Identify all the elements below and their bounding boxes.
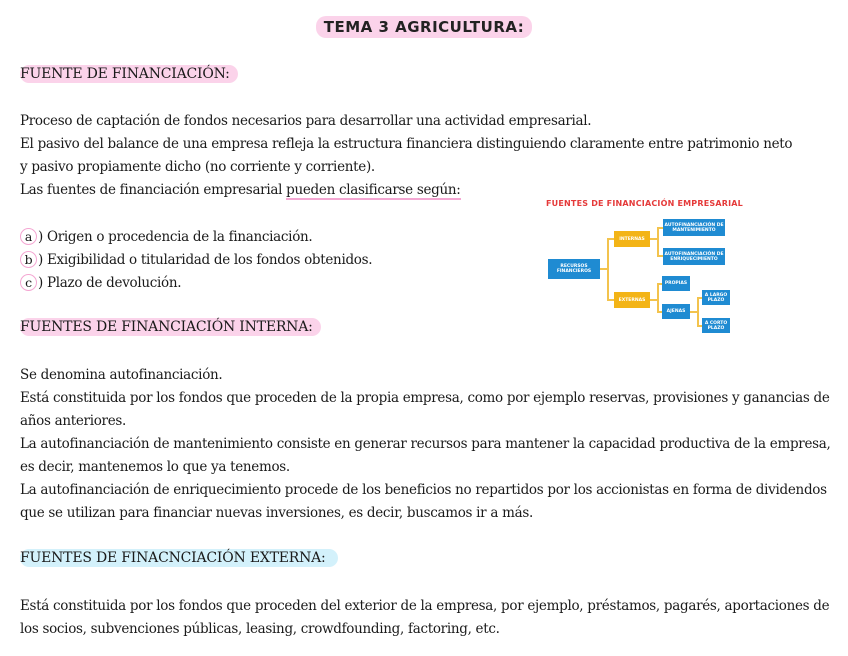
diagram-box-externas: EXTERNAS — [614, 292, 650, 308]
section-heading-externa-text: FUENTES DE FINACNCIACIÓN EXTERNA: — [20, 549, 338, 567]
page-title: TEMA 3 AGRICULTURA: — [316, 16, 533, 38]
criteria-text: Plazo de devolución. — [46, 275, 182, 291]
diagram-box-recursos: RECURSOS FINANCIEROS — [548, 259, 600, 279]
criteria-item-c: c ) Plazo de devolución. — [20, 274, 181, 292]
paragraph-line: los socios, subvenciones públicas, leasing, crowdfounding, factoring, etc. — [20, 621, 500, 637]
paragraph-line: El pasivo del balance de una empresa refleja la estructura financiera distinguiendo claramente entre patrimonio neto — [20, 136, 793, 152]
paragraph-line: La autofinanciación de enriquecimiento procede de los beneficios no repartidos por los accionistas en forma de dividendos — [20, 482, 827, 498]
criteria-letter: c — [20, 274, 37, 291]
diagram-box-internas: INTERNAS — [614, 231, 650, 247]
section-heading-interna-text: FUENTES DE FINANCIACIÓN INTERNA: — [20, 318, 321, 336]
paragraph-line: Proceso de captación de fondos necesarios para desarrollar una actividad empresarial. — [20, 113, 592, 129]
classify-underlined: pueden clasificarse según: — [286, 182, 461, 198]
criteria-letter: a — [20, 228, 37, 245]
diagram-box-propias: PROPIAS — [662, 276, 690, 291]
diagram-box-autofin-mantenimiento: AUTOFINANCIACIÓN DE MANTENIMIENTO — [663, 219, 725, 236]
section-heading-fuente — [20, 65, 238, 83]
section-heading-interna — [20, 318, 321, 336]
paragraph-line: y pasivo propiamente dicho (no corriente y corriente). — [20, 159, 375, 175]
paragraph-line: Está constituida por los fondos que proceden de la propia empresa, como por ejemplo reservas, provisiones y ganancias de — [20, 390, 830, 406]
section-heading-fuente-text: FUENTE DE FINANCIACIÓN: — [20, 65, 238, 83]
paragraph-line: Se denomina autofinanciación. — [20, 367, 223, 383]
criteria-text: Origen o procedencia de la financiación. — [46, 229, 313, 245]
diagram-box-ajenas: AJENAS — [662, 304, 690, 319]
classify-prefix: Las fuentes de financiación empresarial — [20, 182, 287, 198]
connector — [657, 283, 659, 313]
connector — [697, 297, 699, 327]
connector — [607, 238, 609, 301]
diagram-title: FUENTES DE FINANCIACIÓN EMPRESARIAL — [546, 199, 743, 208]
paragraph-line: es decir, mantenemos lo que ya tenemos. — [20, 459, 290, 475]
diagram-box-corto-plazo: A CORTO PLAZO — [702, 318, 730, 333]
diagram-box-autofin-enriquecimiento: AUTOFINANCIACIÓN DE ENRIQUECIMIENTO — [663, 248, 725, 265]
classify-line — [20, 181, 461, 199]
page-title-wrapper — [0, 17, 848, 36]
paragraph-line: que se utilizan para financiar nuevas inversiones, es decir, buscamos ir a más. — [20, 505, 533, 521]
paragraph-line: años anteriores. — [20, 413, 127, 429]
criteria-item-a: a ) Origen o procedencia de la financiación. — [20, 228, 312, 246]
criteria-text: Exigibilidad o titularidad de los fondos obtenidos. — [46, 252, 373, 268]
criteria-item-b: b ) Exigibilidad o titularidad de los fondos obtenidos. — [20, 251, 372, 269]
paragraph-line: Está constituida por los fondos que proceden del exterior de la empresa, por ejemplo, préstamos, pagarés, aportaciones de — [20, 598, 830, 614]
paragraph-line: La autofinanciación de mantenimiento consiste en generar recursos para mantener la capacidad productiva de la empresa, — [20, 436, 831, 452]
section-heading-externa — [20, 549, 338, 567]
criteria-letter: b — [20, 251, 37, 268]
financing-diagram — [540, 193, 750, 343]
diagram-box-largo-plazo: A LARGO PLAZO — [702, 290, 730, 305]
connector — [657, 227, 659, 257]
